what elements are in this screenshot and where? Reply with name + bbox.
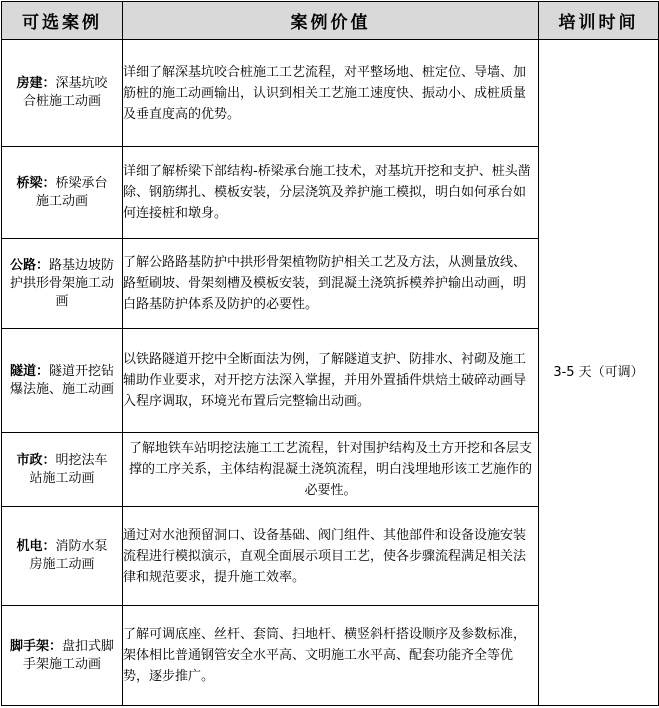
case-name: 消防水泵房施工动画 bbox=[29, 539, 108, 572]
training-time-cell: 3-5 天（可调） bbox=[539, 40, 659, 706]
value-cell: 了解公路路基防护中拱形骨架植物防护相关工艺及方法，从测量放线、路堑刷坡、骨架刻槽及模板安装，到混凝土浇筑拆模养护输出动画，明白路基防护体系及防护的必要性。 bbox=[123, 239, 539, 329]
header-value: 案例价值 bbox=[123, 2, 539, 40]
value-cell: 通过对水池预留洞口、设备基础、阀门组件、其他部件和设备设施安装流程进行模拟演示，直观全面展示项目工艺，使各步骤流程满足相关法律和规范要求，提升施工效率。 bbox=[123, 507, 539, 606]
case-category: 桥梁： bbox=[16, 175, 56, 191]
header-time: 培训时间 bbox=[539, 2, 659, 40]
header-row bbox=[2, 2, 659, 40]
case-table bbox=[1, 1, 659, 706]
case-name: 盘扣式脚手架施工动画 bbox=[22, 638, 115, 672]
case-cell bbox=[2, 606, 123, 706]
value-cell: 以铁路隧道开挖中全断面法为例，了解隧道支护、防排水、衬砌及施工辅助作业要求，对开挖方法深入掌握，并用外置插件烘焙土破碎动画导入程序调取，环境光布置后完整输出动画。 bbox=[123, 329, 539, 433]
case-category: 市政： bbox=[16, 452, 56, 468]
case-cell bbox=[2, 329, 123, 433]
case-name: 深基坑咬合桩施工动画 bbox=[22, 76, 108, 109]
case-cell bbox=[2, 40, 123, 147]
case-cell bbox=[2, 433, 123, 507]
value-cell: 了解可调底座、丝杆、套筒、扫地杆、横竖斜杆搭设顺序及参数标准，架体相比普通钢管安全水平高、文明施工水平高、配套功能齐全等优势，逐步推广。 bbox=[123, 606, 539, 706]
case-category: 公路： bbox=[9, 257, 49, 273]
case-name: 隧道开挖钻爆法施、施工动画 bbox=[9, 363, 115, 397]
value-cell: 详细了解深基坑咬合桩施工工艺流程，对平整场地、桩定位、导墙、加筋桩的施工动画输出，认识到相关工艺施工速度快、振动小、成桩质量及垂直度高的优势。 bbox=[123, 40, 539, 147]
case-category: 脚手架： bbox=[9, 638, 62, 654]
case-category: 机电： bbox=[16, 539, 56, 554]
header-case: 可选案例 bbox=[2, 2, 123, 40]
case-cell bbox=[2, 239, 123, 329]
case-category: 隧道： bbox=[9, 363, 49, 379]
case-name: 明挖法车站施工动画 bbox=[29, 452, 108, 486]
case-category: 房建： bbox=[16, 76, 56, 91]
case-cell bbox=[2, 507, 123, 606]
value-cell: 了解地铁车站明挖法施工工艺流程，针对围护结构及土方开挖和各层支撑的工序关系，主体结构混凝土浇筑流程，明白浅埋地形该工艺施作的必要性。 bbox=[123, 433, 539, 507]
case-name: 桥梁承台施工动画 bbox=[35, 175, 108, 209]
value-cell: 详细了解桥梁下部结构-桥梁承台施工技术，对基坑开挖和支护、桩头凿除、钢筋绑扎、模板安装，分层浇筑及养护施工模拟，明白如何承台如何连接桩和墩身。 bbox=[123, 147, 539, 239]
case-name: 路基边坡防护拱形骨架施工动画 bbox=[9, 257, 115, 309]
table-row bbox=[2, 40, 659, 147]
case-cell bbox=[2, 147, 123, 239]
